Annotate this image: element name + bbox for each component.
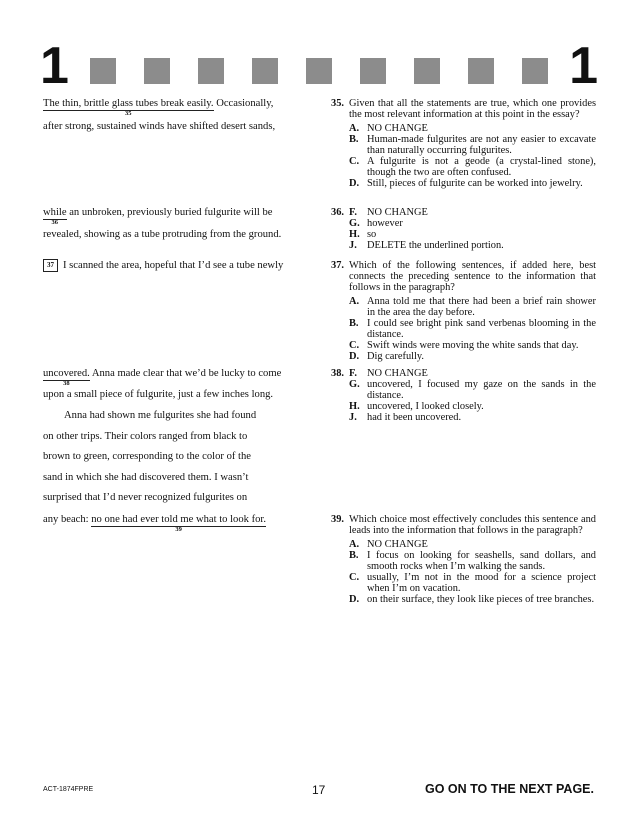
answer-option[interactable]: A. NO CHANGE	[349, 123, 428, 134]
passage-line: Anna had shown me fulgurites she had found	[64, 410, 257, 421]
passage-line: uncovered. 38 Anna made clear that we’d be lucky to come	[43, 368, 282, 387]
marker-square	[90, 58, 116, 84]
answer-option[interactable]: D. Dig carefully.	[349, 351, 425, 362]
answer-options	[331, 296, 596, 362]
marker-square	[306, 58, 332, 84]
marker-square	[360, 58, 386, 84]
answer-option[interactable]: A. NO CHANGE	[349, 539, 428, 550]
answer-option[interactable]: F. NO CHANGE	[349, 207, 428, 218]
passage-line: on other trips. Their colors ranged from black to	[43, 431, 248, 442]
section-marker-bar	[90, 58, 545, 84]
question-ref-number: 36	[51, 219, 59, 226]
question-number: 36.	[331, 207, 344, 218]
answer-option[interactable]: F. NO CHANGE	[349, 368, 428, 379]
question-38	[331, 368, 596, 423]
underlined-portion-35: The thin, brittle glass tubes break easily. 35	[43, 98, 214, 117]
question-36	[331, 207, 596, 251]
answer-option[interactable]: H. so	[349, 229, 377, 240]
answer-option[interactable]: B. I focus on looking for seashells, sand dollars, and smooth rocks when I’m walking the sands.	[349, 550, 596, 572]
underlined-portion-39: no one had ever told me what to look for. 39	[91, 514, 267, 533]
answer-option[interactable]: C. usually, I’m not in the mood for a science project when I’m on vacation.	[349, 572, 596, 594]
question-stem: Which of the following sentences, if added here, best connects the preceding sentence to the information that follows in the paragraph?	[349, 260, 596, 293]
question-37	[331, 260, 596, 362]
question-39	[331, 514, 596, 605]
passage-line: 37 I scanned the area, hopeful that I’d see a tube newly	[43, 259, 283, 272]
answer-option[interactable]: D. on their surface, they look like pieces of tree branches.	[349, 594, 595, 605]
passage-line: revealed, showing as a tube protruding from the ground.	[43, 229, 282, 240]
passage-line: while 36 an unbroken, previously buried fulgurite will be	[43, 207, 273, 226]
answer-option[interactable]: C. Swift winds were moving the white sands that day.	[349, 340, 579, 351]
marker-square	[144, 58, 170, 84]
answer-option[interactable]: G. uncovered, I focused my gaze on the sands in the distance.	[349, 379, 596, 401]
answer-options	[331, 123, 596, 189]
answer-option[interactable]: J. had it been uncovered.	[349, 412, 462, 423]
passage-line: sand in which she had discovered them. I wasn’t	[43, 472, 249, 483]
answer-option[interactable]: H. uncovered, I looked closely.	[349, 401, 484, 412]
answer-option[interactable]: G. however	[349, 218, 403, 229]
question-stem: Which choice most effectively concludes this sentence and leads into the information that follows in the paragraph?	[349, 514, 596, 536]
passage-line: brown to green, corresponding to the color of the	[43, 451, 251, 462]
question-ref-number: 38	[63, 380, 70, 387]
marker-square	[468, 58, 494, 84]
answer-options	[349, 368, 596, 423]
question-number: 39.	[331, 514, 344, 525]
answer-option[interactable]: B. I could see bright pink sand verbenas blooming in the distance.	[349, 318, 596, 340]
question-number: 37.	[331, 260, 344, 271]
question-number: 38.	[331, 368, 344, 379]
question-35	[331, 98, 596, 189]
underlined-portion-38: uncovered. 38	[43, 368, 90, 387]
question-ref-number: 39	[175, 526, 182, 533]
answer-options	[349, 207, 596, 251]
answer-option[interactable]: A. Anna told me that there had been a brief rain shower in the area the day before.	[349, 296, 596, 318]
passage-line: any beach: no one had ever told me what to look for. 39	[43, 514, 267, 533]
marker-square	[252, 58, 278, 84]
marker-square	[414, 58, 440, 84]
answer-option[interactable]: D. Still, pieces of fulgurite can be worked into jewelry.	[349, 178, 583, 189]
answer-option[interactable]: B. Human-made fulgurites are not any easier to excavate than naturally occurring fulgurites.	[349, 134, 596, 156]
answer-options	[331, 539, 596, 605]
underlined-portion-36: while 36	[43, 207, 67, 226]
section-number-right: 1	[569, 37, 598, 95]
question-stem: Given that all the statements are true, which one provides the most relevant information at this point in the essay?	[349, 98, 596, 120]
passage-line: surprised that I’d never recognized fulgurites on	[43, 492, 248, 503]
question-number: 35.	[331, 98, 344, 109]
answer-option[interactable]: J. DELETE the underlined portion.	[349, 240, 504, 251]
marker-square	[198, 58, 224, 84]
answer-option[interactable]: C. A fulgurite is not a geode (a crystal-lined stone), though the two are often confused.	[349, 156, 596, 178]
form-code: ACT-1874FPRE	[43, 786, 94, 793]
question-ref-number: 35	[125, 110, 132, 117]
passage-line: upon a small piece of fulgurite, just a few inches long.	[43, 389, 274, 400]
passage-line: The thin, brittle glass tubes break easily. 35 Occasionally,	[43, 98, 274, 117]
marker-square	[522, 58, 548, 84]
section-number-left: 1	[40, 37, 69, 95]
page-number: 17	[312, 783, 326, 797]
passage-line: after strong, sustained winds have shifted desert sands,	[43, 121, 276, 132]
question-box-number: 37	[43, 259, 58, 272]
next-page-notice: GO ON TO THE NEXT PAGE.	[424, 782, 594, 796]
